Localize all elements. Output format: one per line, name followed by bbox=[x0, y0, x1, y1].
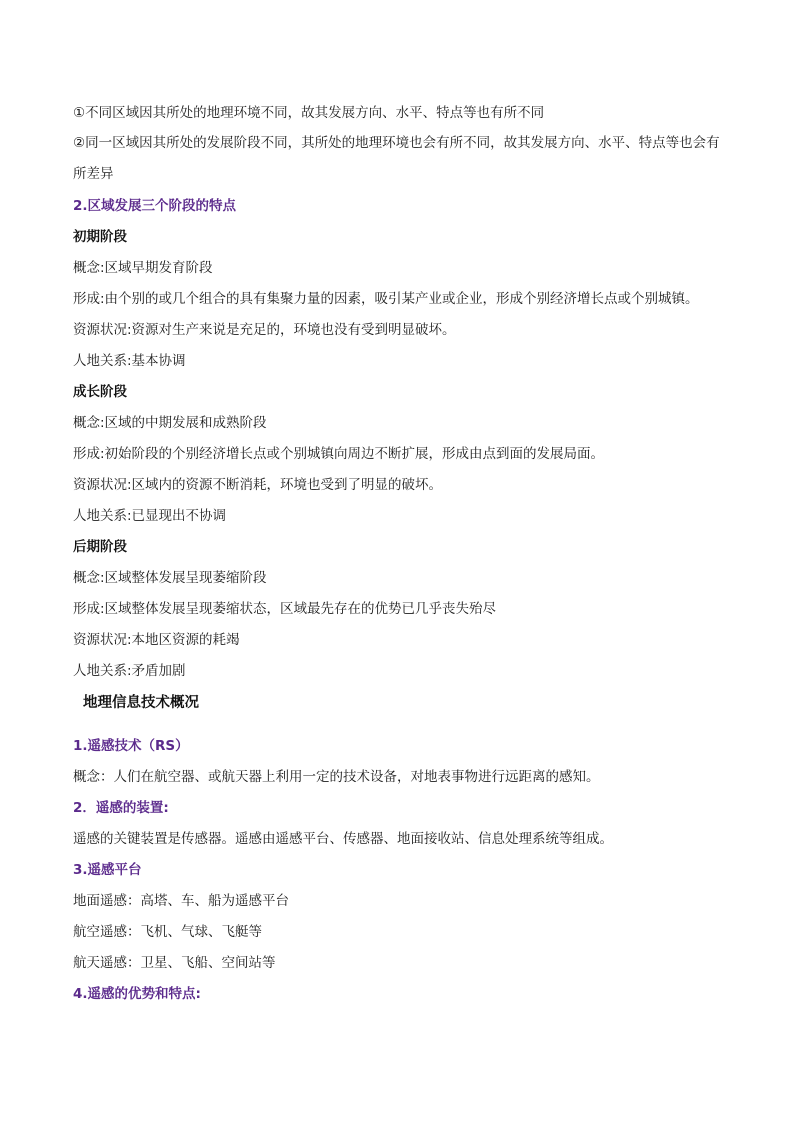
platform-ground: 地面遥感：高塔、车、船为遥感平台 bbox=[73, 893, 289, 909]
growth-stage-relation: 人地关系:已显现出不协调 bbox=[73, 508, 227, 524]
late-stage-formation: 形成:区域整体发展呈现萎缩状态，区域最先存在的优势已几乎丧失殆尽 bbox=[73, 601, 497, 617]
growth-stage-title: 成长阶段 bbox=[73, 384, 127, 400]
growth-stage-resources: 资源状况:区域内的资源不断消耗，环境也受到了明显的破坏。 bbox=[73, 477, 443, 493]
growth-stage-concept: 概念:区域的中期发展和成熟阶段 bbox=[73, 415, 267, 431]
growth-stage-formation: 形成:初始阶段的个别经济增长点或个别城镇向周边不断扩展，形成由点到面的发展局面。 bbox=[73, 446, 605, 462]
device-heading: 2．遥感的装置: bbox=[73, 800, 169, 816]
section-title: 地理信息技术概况 bbox=[83, 695, 199, 711]
platform-heading: 3.遥感平台 bbox=[73, 862, 142, 878]
early-stage-relation: 人地关系:基本协调 bbox=[73, 353, 186, 369]
rs-heading: 1.遥感技术（RS） bbox=[73, 738, 189, 754]
diff-point-2: ②同一区域因其所处的发展阶段不同，其所处的地理环境也会有所不同，故其发展方向、水平、特点等也会有所差异 bbox=[73, 135, 720, 182]
late-stage-concept: 概念:区域整体发展呈现萎缩阶段 bbox=[73, 570, 267, 586]
late-stage-resources: 资源状况:本地区资源的耗竭 bbox=[73, 632, 240, 648]
advantages-heading: 4.遥感的优势和特点: bbox=[73, 986, 201, 1002]
early-stage-concept: 概念:区域早期发育阶段 bbox=[73, 260, 213, 276]
late-stage-title: 后期阶段 bbox=[73, 539, 127, 555]
rs-concept: 概念：人们在航空器、或航天器上利用一定的技术设备，对地表事物进行远距离的感知。 bbox=[73, 769, 600, 785]
platform-air: 航空遥感：飞机、气球、飞艇等 bbox=[73, 924, 262, 940]
device-text: 遥感的关键装置是传感器。遥感由遥感平台、传感器、地面接收站、信息处理系统等组成。 bbox=[73, 831, 613, 847]
stages-heading: 2.区域发展三个阶段的特点 bbox=[73, 198, 237, 214]
platform-space: 航天遥感：卫星、飞船、空间站等 bbox=[73, 955, 276, 971]
diff-point-1: ①不同区域因其所处的地理环境不同，故其发展方向、水平、特点等也有所不同 bbox=[73, 105, 545, 121]
early-stage-formation: 形成:由个别的或几个组合的具有集聚力量的因素，吸引某产业或企业，形成个别经济增长点或个别城镇。 bbox=[73, 291, 699, 307]
early-stage-title: 初期阶段 bbox=[73, 229, 127, 245]
early-stage-resources: 资源状况:资源对生产来说是充足的，环境也没有受到明显破坏。 bbox=[73, 322, 456, 338]
late-stage-relation: 人地关系:矛盾加剧 bbox=[73, 663, 186, 679]
